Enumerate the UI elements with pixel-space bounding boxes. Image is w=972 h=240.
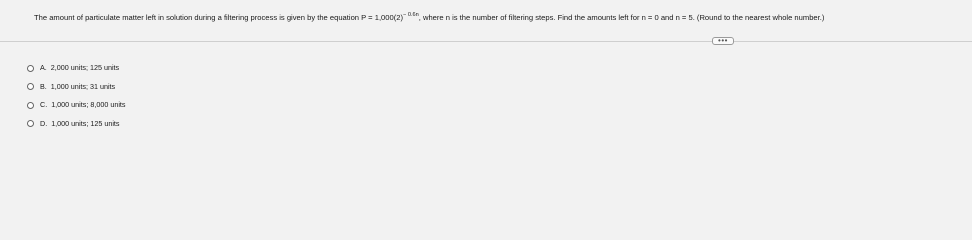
option-d[interactable] [27, 120, 126, 139]
case-n-0: n = 0 [641, 13, 659, 22]
equation-base: P = 1,000(2) [361, 13, 404, 22]
option-letter: B. [40, 81, 47, 91]
option-b[interactable] [27, 83, 126, 102]
divider [0, 41, 972, 42]
answer-options [27, 64, 126, 138]
rounding-instruction: . (Round to the nearest whole number.) [692, 13, 825, 22]
question-middle: , where n is the number of filtering steps. Find the amounts left for [418, 13, 642, 22]
radio-button[interactable] [27, 83, 34, 90]
question-intro: The amount of particulate matter left in solution during a filtering process is given by the equation [34, 13, 362, 22]
expand-more-button[interactable]: ••• [712, 37, 734, 45]
equation-exponent: − 0.6n [403, 12, 419, 18]
option-c[interactable] [27, 101, 126, 120]
radio-button[interactable] [27, 65, 34, 72]
case-n-5: n = 5 [675, 13, 693, 22]
option-letter: C. [40, 100, 48, 109]
option-letter: A. [40, 63, 47, 72]
question-text [34, 13, 964, 23]
option-text: 1,000 units; 125 units [51, 118, 120, 128]
option-letter: D. [40, 118, 48, 128]
option-a[interactable] [27, 64, 126, 83]
option-text: 1,000 units; 31 units [50, 81, 116, 91]
equation [361, 13, 419, 22]
option-text: 2,000 units; 125 units [50, 63, 120, 72]
and-word: and [658, 13, 676, 22]
option-text: 1,000 units; 8,000 units [51, 100, 126, 109]
radio-button[interactable] [27, 120, 34, 127]
radio-button[interactable] [27, 102, 34, 109]
